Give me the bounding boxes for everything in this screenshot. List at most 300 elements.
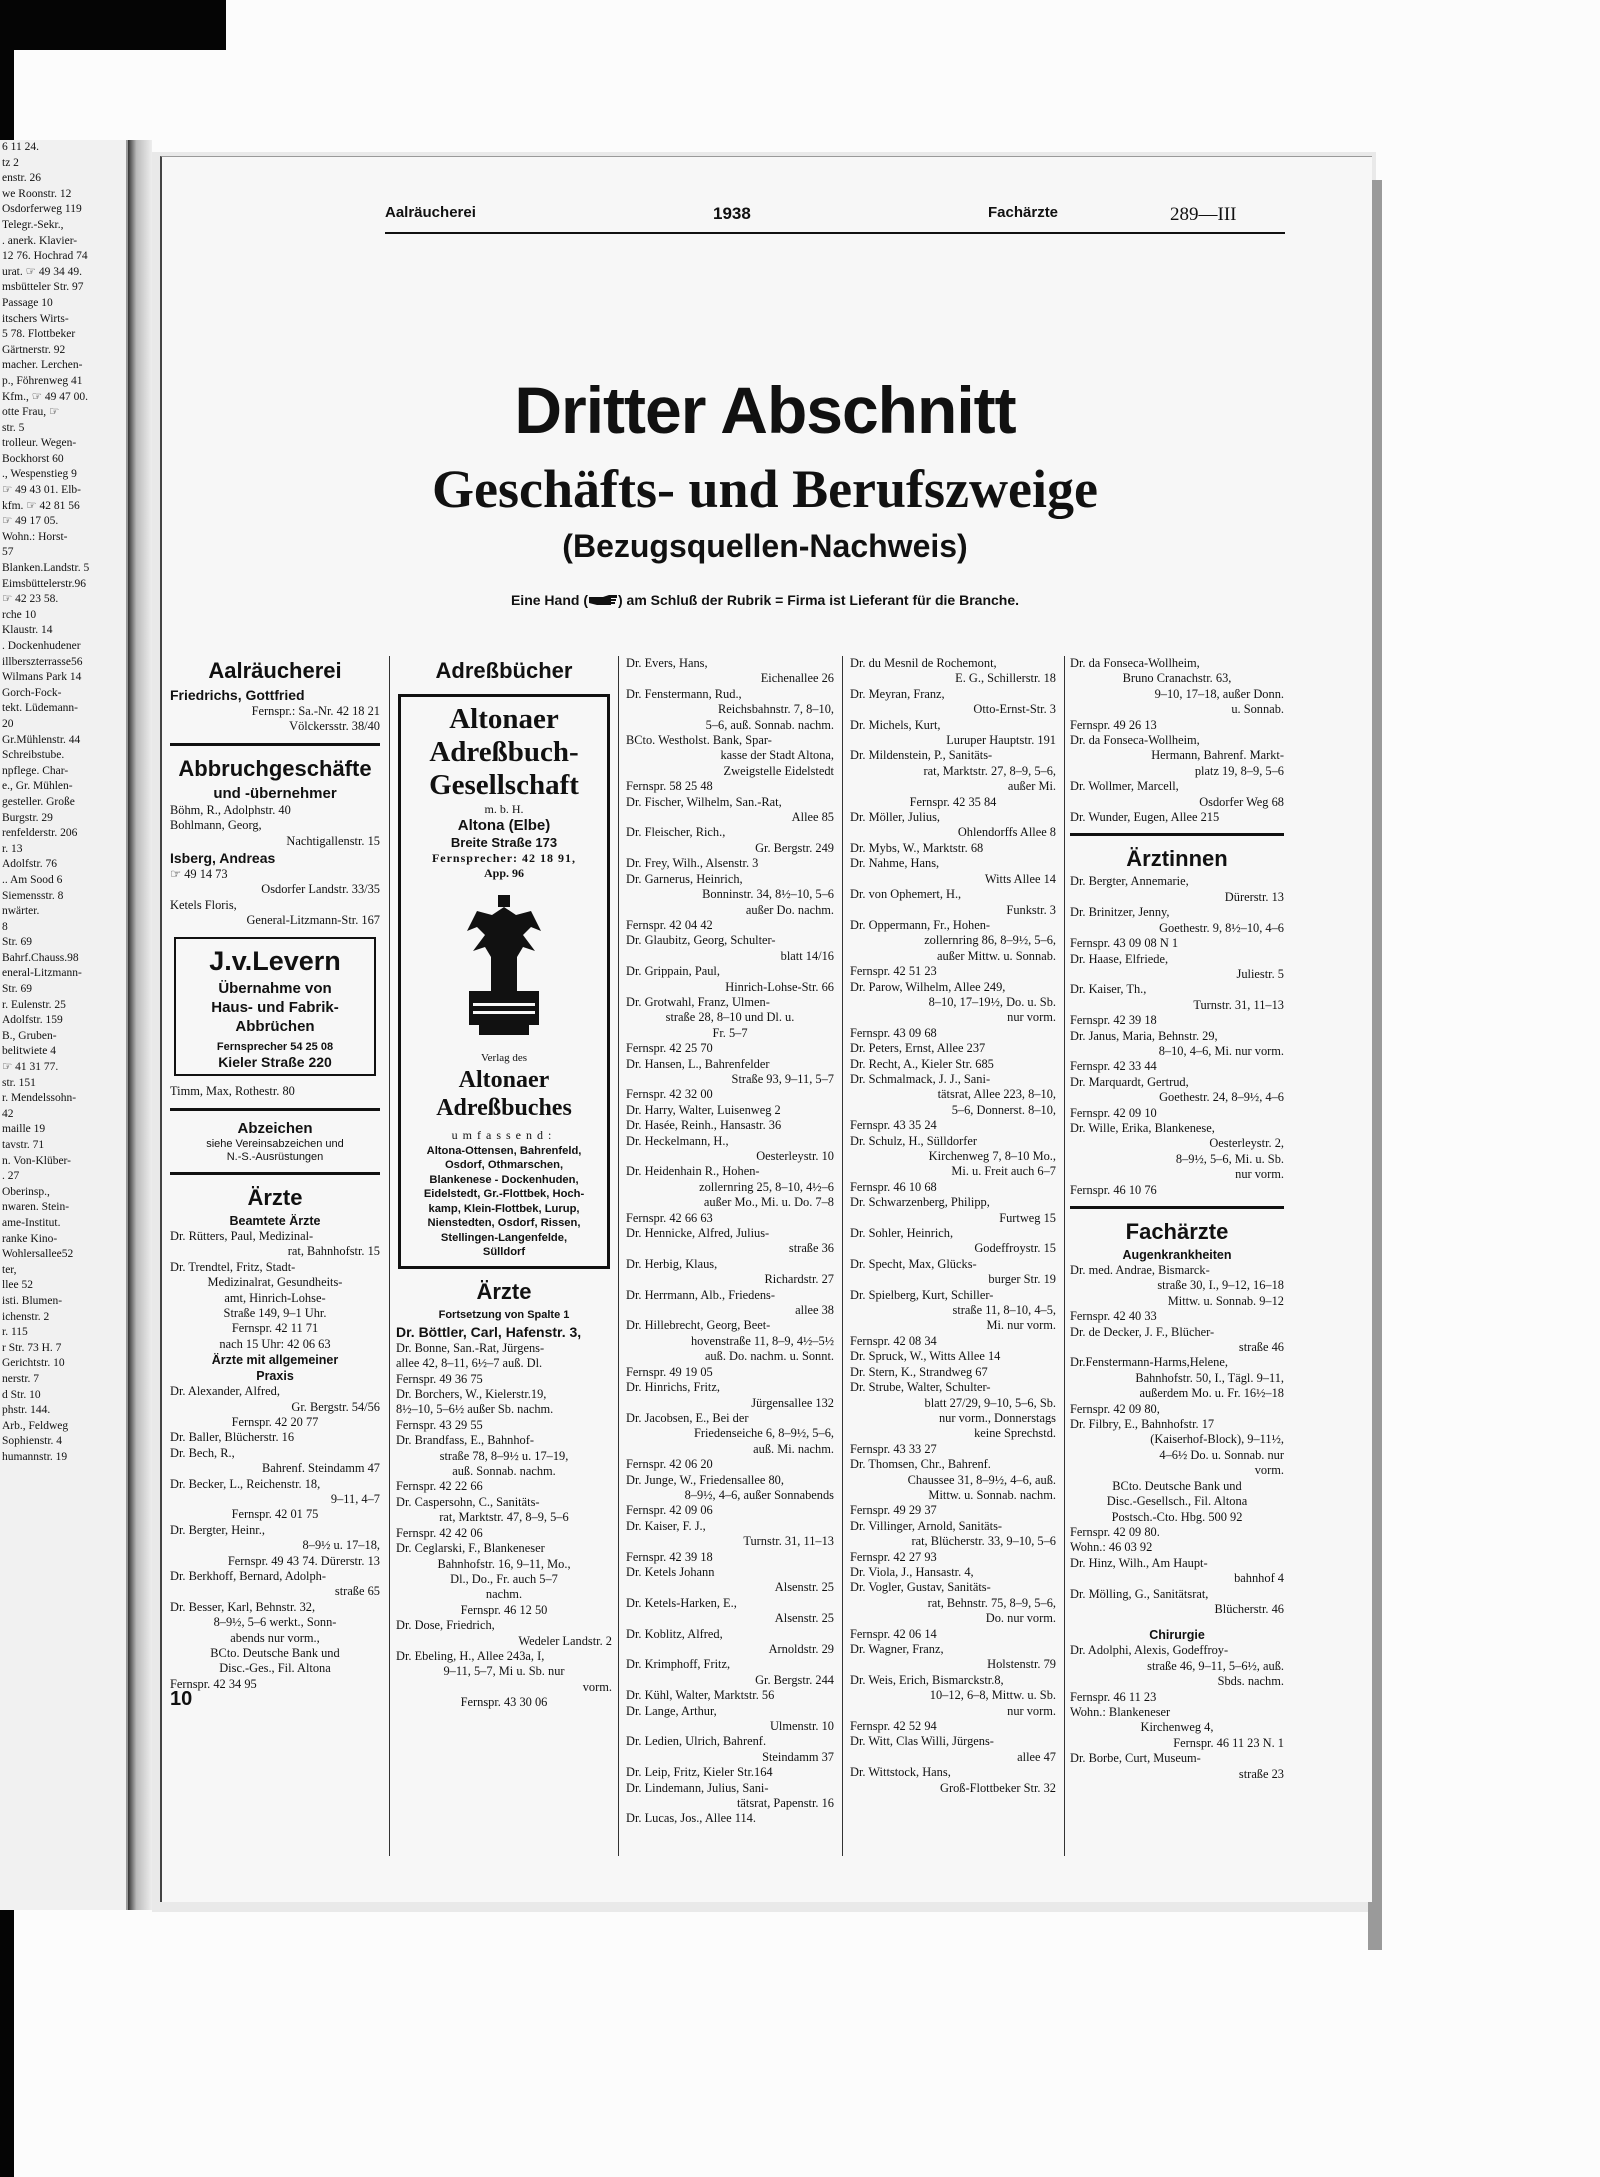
list-entry: nur vorm. bbox=[1007, 1703, 1056, 1718]
list-entry: straße 46 bbox=[1238, 1340, 1284, 1355]
divider bbox=[170, 1108, 380, 1111]
previous-page-line: 12 76. Hochrad 74 bbox=[2, 250, 88, 263]
advert-verlag: Verlag des bbox=[480, 1052, 528, 1065]
previous-page-line: trolleur. Wegen- bbox=[2, 437, 77, 450]
list-entry: Dr. Hansen, L., Bahrenfelder bbox=[626, 1056, 770, 1071]
list-entry: Blücherstr. 46 bbox=[1214, 1601, 1284, 1616]
previous-page-line: eneral-Litzmann- bbox=[2, 967, 82, 980]
list-entry: Fernspr. 42 25 70 bbox=[626, 1041, 713, 1056]
list-entry: Fernspr. 49 43 74. Dürerstr. 13 bbox=[227, 1553, 380, 1568]
list-entry: Fernspr. 43 33 27 bbox=[850, 1441, 937, 1456]
list-entry: Fernspr. 43 35 24 bbox=[850, 1118, 937, 1133]
list-entry: allee 38 bbox=[795, 1303, 834, 1318]
list-entry: 9–11, 5–7, Mi u. Sb. nur bbox=[443, 1664, 565, 1679]
previous-page-line: Arb., Feldweg bbox=[2, 1419, 69, 1432]
list-entry: Fernspr. 58 25 48 bbox=[626, 779, 713, 794]
list-entry: Fernspr. 43 30 06 bbox=[460, 1695, 548, 1710]
legend-note-start: Eine Hand ( bbox=[510, 592, 588, 608]
list-entry: Dr. Wittstock, Hans, bbox=[850, 1765, 951, 1780]
list-entry: Dr. Becker, L., Reichenstr. 18, bbox=[170, 1476, 321, 1491]
list-entry: allee 42, 8–11, 6½–7 auß. Dl. bbox=[396, 1356, 543, 1371]
list-entry: Dr. Herbig, Klaus, bbox=[626, 1256, 718, 1271]
section-title: Dritter Abschnitt bbox=[514, 373, 1016, 447]
list-entry: Holstenstr. 79 bbox=[987, 1657, 1056, 1672]
column-1 bbox=[170, 656, 380, 1711]
previous-page-line: ter, bbox=[2, 1263, 17, 1276]
previous-page-line: B., Gruben- bbox=[2, 1029, 57, 1042]
list-entry: Mittw. u. Sonnab. 9–12 bbox=[1167, 1293, 1284, 1308]
list-entry: nur vorm., Donnerstags bbox=[938, 1410, 1056, 1425]
list-entry: Fernspr. 42 40 33 bbox=[1070, 1309, 1157, 1324]
list-entry: Kirchenweg 7, 8–10 Mo., bbox=[928, 1149, 1056, 1163]
list-entry: Dr. Lindemann, Julius, Sani- bbox=[626, 1780, 769, 1795]
list-entry: Dr. Wollmer, Marcell, bbox=[1070, 779, 1179, 794]
list-entry: Chaussee 31, 8–9½, 4–6, auß. bbox=[907, 1472, 1056, 1487]
previous-page-line: Eimsbüttelerstr.96 bbox=[2, 577, 87, 590]
heading-aerztinnen: Ärztinnen bbox=[1126, 846, 1228, 872]
previous-page-line: isti. Blumen- bbox=[2, 1294, 63, 1307]
list-entry: vorm. bbox=[582, 1679, 612, 1694]
advert-name-line2: Adreßbuch- bbox=[429, 736, 579, 768]
list-entry: Dr. Meyran, Franz, bbox=[850, 686, 945, 701]
running-head-year: 1938 bbox=[713, 204, 751, 223]
list-entry: kasse der Stadt Altona, bbox=[720, 748, 834, 763]
list-entry: Dr. Parow, Wilhelm, Allee 249, bbox=[850, 979, 1006, 994]
previous-page-line: Gerichtstr. 10 bbox=[2, 1357, 65, 1370]
scan-border-top bbox=[0, 0, 226, 50]
list-entry: Nachtigallenstr. 15 bbox=[286, 833, 380, 848]
list-entry: Fernspr. 42 39 18 bbox=[626, 1549, 713, 1564]
list-entry: Arnoldstr. 29 bbox=[768, 1642, 834, 1656]
pointing-hand-icon bbox=[588, 593, 618, 609]
abzeichen-note-2: N.-S.-Ausrüstungen bbox=[226, 1150, 324, 1163]
list-entry: allee 47 bbox=[1017, 1749, 1056, 1764]
list-allgemeine-praxis bbox=[170, 1384, 380, 1692]
list-entry: Fernspr. 42 66 63 bbox=[626, 1210, 713, 1225]
previous-page-lines bbox=[0, 140, 126, 1465]
previous-page-fragment bbox=[0, 140, 128, 1910]
list-entry: Dr. Nahme, Hans, bbox=[850, 856, 940, 871]
entry-timm: Timm, Max, Rothestr. 80 bbox=[170, 1084, 295, 1099]
list-entry: Mi. nur vorm. bbox=[986, 1318, 1056, 1333]
list-entry: Reichsbahnstr. 7, 8–10, bbox=[718, 702, 834, 717]
previous-page-line: rche 10 bbox=[2, 608, 37, 621]
list-entry: 9–10, 17–18, außer Donn. bbox=[1154, 686, 1284, 701]
list-entry: Fernspr. 46 11 23 N. 1 bbox=[1173, 1735, 1284, 1750]
list-entry: straße 30, I., 9–12, 16–18 bbox=[1157, 1278, 1284, 1293]
list-entry: Dr. Fenstermann, Rud., bbox=[626, 686, 742, 701]
list-entry: Dr. Mybs, W., Marktstr. 68 bbox=[850, 840, 984, 855]
previous-page-line: npflege. Char- bbox=[2, 764, 69, 777]
list-entry: Fernspr. 42 04 42 bbox=[626, 917, 713, 932]
list-entry: Hinrich-Lohse-Str. 66 bbox=[725, 979, 834, 994]
previous-page-line: Bahrf.Chauss.98 bbox=[2, 951, 79, 964]
list-entry: BCto. Westholst. Bank, Spar- bbox=[626, 733, 772, 748]
list-entry: Bahrenf. Steindamm 47 bbox=[261, 1461, 380, 1476]
previous-page-line: Wohlersallee52 bbox=[2, 1248, 74, 1261]
list-entry: Sbds. nachm. bbox=[1217, 1674, 1284, 1689]
section-subtitle: Geschäfts- und Berufszweige bbox=[432, 459, 1098, 519]
list-entry: Dr. Mildenstein, P., Sanitäts- bbox=[850, 748, 993, 763]
column-rule-3 bbox=[842, 656, 843, 1856]
heading-augenkrankheiten: Augenkrankheiten bbox=[1122, 1248, 1232, 1262]
previous-page-line: Wilmans Park 14 bbox=[2, 671, 82, 684]
list-entry: Dr. Lange, Arthur, bbox=[626, 1703, 717, 1718]
list-entry: Alsenstr. 25 bbox=[774, 1580, 834, 1595]
list-entry: Dr. Stern, K., Strandweg 67 bbox=[850, 1364, 988, 1379]
list-entry: Dr. Sohler, Heinrich, bbox=[850, 1226, 954, 1241]
list-entry: Dr. Harry, Walter, Luisenweg 2 bbox=[626, 1102, 781, 1117]
list-entry: nur vorm. bbox=[1007, 1010, 1056, 1025]
list-entry: Dr. Heckelmann, H., bbox=[626, 1133, 729, 1148]
list-entry: blatt 27/29, 9–10, 5–6, Sb. bbox=[924, 1395, 1056, 1410]
list-entry: Wohn.: 46 03 92 bbox=[1070, 1540, 1153, 1555]
list-entry: amt, Hinrich-Lohse- bbox=[224, 1290, 326, 1305]
list-entry: Bonninstr. 34, 8½–10, 5–6 bbox=[702, 887, 834, 902]
list-entry: Gr. Bergstr. 54/56 bbox=[291, 1399, 380, 1414]
list-entry: Fernspr. 42 09 80, bbox=[1070, 1401, 1160, 1416]
list-entry: Gr. Bergstr. 244 bbox=[755, 1672, 834, 1687]
list-entry: Fernspr. 46 10 76 bbox=[1070, 1182, 1157, 1197]
list-entry: Fernspr. 42 06 20 bbox=[626, 1457, 713, 1472]
previous-page-line: gesteller. Große bbox=[2, 795, 75, 808]
list-entry: Dr. Kühl, Walter, Marktstr. 56 bbox=[626, 1688, 775, 1703]
previous-page-line: illberszterrasse56 bbox=[2, 655, 83, 668]
list-entry: 8–9½, 5–6, Mi. u. Sb. bbox=[1175, 1151, 1284, 1166]
previous-page-line: Sophienstr. 4 bbox=[2, 1435, 63, 1448]
previous-page-line: Blanken.Landstr. 5 bbox=[2, 562, 90, 575]
list-entry: Dürerstr. 13 bbox=[1224, 889, 1284, 904]
list-entry: Fernspr. 49 19 05 bbox=[626, 1364, 713, 1379]
list-entry: Dr. Michels, Kurt, bbox=[850, 717, 941, 732]
advert-verlag-name-2: Adreßbuches bbox=[436, 1095, 572, 1122]
list-entry: Osdorfer Landstr. 33/35 bbox=[261, 882, 380, 897]
list-entry: Fernspr. 42 52 94 bbox=[850, 1719, 937, 1734]
list-entry: Dr. Schwarzenberg, Philipp, bbox=[850, 1195, 990, 1210]
list-entry: Mittw. u. Sonnab. nachm. bbox=[928, 1487, 1056, 1502]
previous-page-line: Kfm., ☞ 49 47 00. bbox=[2, 390, 89, 403]
list-entry: zollernring 25, 8–10, 4½–6 bbox=[699, 1179, 834, 1194]
list-entry: Oesterleystr. 10 bbox=[756, 1149, 834, 1163]
list-entry: Dr. Filbry, E., Bahnhofstr. 17 bbox=[1070, 1417, 1215, 1432]
list-entry: straße 78, 8–9½ u. 17–19, bbox=[439, 1448, 569, 1463]
list-entry: blatt 14/16 bbox=[780, 948, 834, 963]
list-entry: (Kaiserhof-Block), 9–11½, bbox=[1150, 1432, 1284, 1447]
place-name: Sülldorf bbox=[482, 1246, 526, 1259]
heading-aerzte-2: Ärzte bbox=[476, 1278, 532, 1304]
list-entry: Dr. da Fonseca-Wollheim, bbox=[1070, 733, 1200, 748]
list-entry: Dr. Villinger, Arnold, Sanitäts- bbox=[850, 1518, 1003, 1533]
list-entry: Dr. Alexander, Alfred, bbox=[170, 1384, 280, 1399]
list-entry: Osdorfer Weg 68 bbox=[1199, 794, 1284, 809]
list-entry: Dr. Ledien, Ulrich, Bahrenf. bbox=[626, 1734, 767, 1749]
previous-page-line: Telegr.-Sekr., bbox=[2, 218, 64, 231]
legend-note-end: ) am Schluß der Rubrik = Firma ist Lieferant für die Branche. bbox=[617, 592, 1020, 608]
list-entry: nachm. bbox=[485, 1587, 523, 1602]
previous-page-line: Burgstr. 29 bbox=[2, 811, 53, 824]
list-entry: Dr. Viola, J., Hansastr. 4, bbox=[850, 1564, 974, 1579]
previous-page-line: llee 52 bbox=[2, 1279, 33, 1292]
list-entry: 8–9½ u. 17–18, bbox=[302, 1538, 380, 1553]
list-entry: Kirchenweg 4, bbox=[1140, 1720, 1214, 1735]
list-entry: außer Mi. bbox=[1007, 779, 1056, 794]
advert-levern-line2: Haus- und Fabrik- bbox=[211, 998, 339, 1016]
list-aerzte-continued bbox=[396, 1323, 612, 1711]
list-entry: Dr. Bonne, San.-Rat, Jürgens- bbox=[396, 1340, 545, 1355]
previous-page-line: macher. Lerchen- bbox=[2, 359, 83, 372]
list-entry: Dr. Haase, Elfriede, bbox=[1070, 951, 1169, 966]
list-entry: rat, Marktstr. 27, 8–9, 5–6, bbox=[923, 763, 1056, 778]
list-entry: Friedrichs, Gottfried bbox=[170, 687, 305, 703]
list-entry: Otto-Ernst-Str. 3 bbox=[973, 702, 1056, 717]
list-entry: Völckersstr. 38/40 bbox=[289, 719, 380, 734]
list-entry: zollernring 86, 8–9½, 5–6, bbox=[924, 933, 1056, 948]
previous-page-line: Str. 69 bbox=[2, 983, 33, 996]
previous-page-line: Bockhorst 60 bbox=[2, 452, 64, 465]
list-entry: Turnstr. 31, 11–13 bbox=[1193, 997, 1284, 1012]
list-entry: Fernspr. 42 42 06 bbox=[396, 1525, 483, 1540]
previous-page-line: renfelderstr. 206 bbox=[2, 827, 78, 840]
list-entry: Fernspr. 46 10 68 bbox=[850, 1179, 937, 1194]
list-entry: Fernspr. 42 35 84 bbox=[909, 794, 997, 809]
previous-page-line: r. 115 bbox=[2, 1326, 28, 1339]
list-entry: tätsrat, Papenstr. 16 bbox=[736, 1796, 834, 1811]
list-entry: Dr. Junge, W., Friedensallee 80, bbox=[626, 1472, 784, 1487]
list-entry: tätsrat, Allee 223, 8–10, bbox=[937, 1087, 1056, 1102]
list-entry: nur vorm. bbox=[1235, 1167, 1284, 1182]
heading-abbruch-2: und -übernehmer bbox=[213, 784, 337, 802]
list-entry: Dr. Specht, Max, Glücks- bbox=[850, 1256, 977, 1271]
list-entry: straße 11, 8–10, 4–5, bbox=[952, 1303, 1056, 1318]
list-entry: Fernspr.: Sa.-Nr. 42 18 21 bbox=[251, 704, 380, 718]
list-entry: Dr. Mölling, G., Sanitätsrat, bbox=[1070, 1586, 1209, 1601]
list-entry: straße 28, 8–10 und Dl. u. bbox=[665, 1010, 795, 1025]
list-entry: 5–6, auß. Sonnab. nachm. bbox=[705, 717, 834, 732]
list-entry: Dr. Brandfass, E., Bahnhof- bbox=[396, 1433, 534, 1448]
list-entry: Fernspr. 46 12 50 bbox=[460, 1602, 548, 1617]
section-subtitle-2: (Bezugsquellen-Nachweis) bbox=[562, 528, 968, 564]
list-entry: Dr. Marquardt, Gertrud, bbox=[1070, 1074, 1189, 1089]
previous-page-line: r Str. 73 H. 7 bbox=[2, 1341, 62, 1354]
list-entry: 8–9½, 5–6 werkt., Sonn- bbox=[213, 1615, 337, 1630]
list-entry: Dr. Evers, Hans, bbox=[626, 656, 708, 670]
list-entry: Friedenseiche 6, 8–9½, 5–6, bbox=[693, 1426, 834, 1441]
list-entry: Fernspr. 43 09 08 N 1 bbox=[1070, 936, 1179, 951]
advert-levern-address: Kieler Straße 220 bbox=[218, 1054, 332, 1071]
list-entry: auß. Mi. nachm. bbox=[753, 1441, 834, 1456]
list-entry: Dr. Besser, Karl, Behnstr. 32, bbox=[170, 1599, 316, 1614]
running-head bbox=[220, 204, 1288, 248]
list-entry: Oesterleystr. 2, bbox=[1209, 1136, 1284, 1151]
place-name: Osdorf, Othmarschen, bbox=[444, 1159, 564, 1172]
advert-levern-name: J.v.Levern bbox=[209, 945, 341, 976]
list-entry: Dr. Adolphi, Alexis, Godeffroy- bbox=[1070, 1643, 1229, 1658]
list-entry: Turnstr. 31, 11–13 bbox=[743, 1534, 834, 1549]
divider bbox=[1070, 833, 1284, 836]
previous-page-line: 8 bbox=[2, 920, 8, 933]
list-entry: Dr. Spruck, W., Witts Allee 14 bbox=[850, 1349, 1001, 1364]
list-beamtete-aerzte bbox=[170, 1229, 380, 1352]
list-entry: Dr. Ebeling, H., Allee 243a, I, bbox=[396, 1648, 545, 1663]
divider bbox=[1070, 1206, 1284, 1209]
list-entry: ☞ 49 14 73 bbox=[170, 867, 228, 882]
column-2 bbox=[396, 656, 612, 1711]
list-entry: 8–10, 4–6, Mi. nur vorm. bbox=[1158, 1043, 1284, 1058]
legend-note bbox=[160, 592, 1370, 609]
list-entry: 10–12, 6–8, Mittw. u. Sb. bbox=[929, 1688, 1056, 1703]
list-entry: Böhm, R., Adolphstr. 40 bbox=[170, 802, 291, 817]
place-name: Blankenese - Dockenhuden, bbox=[429, 1173, 579, 1186]
signature-number: 10 bbox=[170, 1688, 193, 1711]
previous-page-line: Schreibstube. bbox=[2, 749, 65, 762]
list-entry: Juliestr. 5 bbox=[1236, 966, 1284, 981]
list-aalraeucherei bbox=[170, 686, 380, 735]
list-entry: Wohn.: Blankeneser bbox=[1070, 1704, 1171, 1719]
place-name: Eidelstedt, Gr.-Flottbek, Hoch- bbox=[423, 1188, 585, 1201]
list-entry: Goethestr. 24, 8–9½, 4–6 bbox=[1159, 1090, 1284, 1105]
list-entry: Mi. u. Freit auch 6–7 bbox=[951, 1164, 1056, 1179]
heading-aalraeucherei: Aalräucherei bbox=[208, 658, 342, 683]
heading-abbruch: Abbruchgeschäfte bbox=[178, 755, 372, 781]
list-entry: Dr. Trendtel, Fritz, Stadt- bbox=[170, 1259, 296, 1274]
previous-page-line: ☞ 49 17 05. bbox=[2, 515, 59, 528]
previous-page-line: we Roonstr. 12 bbox=[2, 187, 72, 200]
advert-levern-line3: Abbrüchen bbox=[235, 1017, 315, 1035]
list-entry: vorm. bbox=[1254, 1463, 1284, 1478]
list-entry: Fernspr. 42 22 66 bbox=[396, 1479, 483, 1494]
list-entry: Fernspr. 42 39 18 bbox=[1070, 1013, 1157, 1028]
column-3 bbox=[626, 656, 834, 1827]
list-entry: straße 46, 9–11, 5–6½, auß. bbox=[1147, 1658, 1284, 1673]
list-entry: Dr. Hillebrecht, Georg, Beet- bbox=[626, 1318, 771, 1333]
list-entry: Eichenallee 26 bbox=[760, 671, 834, 686]
page-number: 289—III bbox=[1170, 204, 1237, 225]
list-entry: Dr. Krimphoff, Fritz, bbox=[626, 1657, 731, 1672]
list-entry: Fernspr. 42 09 06 bbox=[626, 1503, 713, 1518]
previous-page-line: r. Mendelssohn- bbox=[2, 1092, 77, 1105]
list-entry: Dr. Grippain, Paul, bbox=[626, 964, 720, 979]
list-abbruch bbox=[170, 803, 380, 929]
previous-page-line: ., Wespenstieg 9 bbox=[2, 468, 77, 481]
previous-page-line: r. 13 bbox=[2, 842, 23, 855]
advert-name-line3: Gesellschaft bbox=[429, 769, 579, 801]
list-entry: Do. nur vorm. bbox=[985, 1611, 1056, 1626]
list-entry: Dr. Ketels-Harken, E., bbox=[626, 1595, 737, 1610]
heading-allgemeine-praxis: Ärzte mit allgemeiner bbox=[211, 1353, 339, 1368]
list-entry: Dr. med. Andrae, Bismarck- bbox=[1070, 1263, 1210, 1277]
list-entry: Bohlmann, Georg, bbox=[170, 818, 262, 833]
list-entry: Dr.Fenstermann-Harms,Helene, bbox=[1070, 1355, 1228, 1370]
previous-page-line: r. Eulenstr. 25 bbox=[2, 998, 66, 1011]
list-entry: Dr. Strube, Walter, Schulter- bbox=[850, 1380, 991, 1395]
list-entry: 8–10, 17–19½, Do. u. Sb. bbox=[928, 994, 1056, 1009]
list-entry: Dr. Bergter, Heinr., bbox=[170, 1522, 265, 1537]
list-entry: Dr. Baller, Blücherstr. 16 bbox=[170, 1430, 295, 1445]
previous-page-line: ichenstr. 2 bbox=[2, 1310, 50, 1323]
column-rule-2 bbox=[618, 656, 619, 1856]
column-5 bbox=[1070, 656, 1284, 1782]
list-entry: Dr. Leip, Fritz, Kieler Str.164 bbox=[626, 1765, 773, 1780]
list-entry: Dl., Do., Fr. auch 5–7 bbox=[450, 1571, 558, 1586]
list-entry: Isberg, Andreas bbox=[170, 850, 276, 867]
list-entry: Fernspr. 42 06 14 bbox=[850, 1626, 937, 1641]
previous-page-line: Klaustr. 14 bbox=[2, 624, 53, 637]
advert-levern-line1: Übernahme von bbox=[218, 979, 332, 997]
previous-page-line: . anerk. Klavier- bbox=[2, 234, 78, 247]
list-entry: Fernspr. 42 20 77 bbox=[231, 1414, 319, 1429]
column-rule-1 bbox=[389, 656, 390, 1856]
list-entry: E. G., Schillerstr. 18 bbox=[955, 671, 1056, 686]
list-entry: Postsch.-Cto. Hbg. 500 92 bbox=[1111, 1509, 1243, 1524]
list-entry: Dr. Kaiser, F. J., bbox=[626, 1518, 706, 1533]
list-entry: Fernspr. 42 09 80. bbox=[1070, 1524, 1160, 1539]
list-entry: Fernspr. 42 01 75 bbox=[231, 1507, 319, 1522]
heading-adressbuecher: Adreßbücher bbox=[435, 658, 573, 683]
previous-page-line: Gr.Mühlenstr. 44 bbox=[2, 733, 81, 746]
list-entry: straße 36 bbox=[788, 1241, 834, 1256]
list-entry: außerdem Mo. u. Fr. 16½–18 bbox=[1139, 1386, 1284, 1401]
heading-abzeichen: Abzeichen bbox=[237, 1119, 313, 1137]
list-entry: Dr. Berkhoff, Bernard, Adolph- bbox=[170, 1569, 327, 1583]
list-entry: Dr. Hasée, Reinh., Hansastr. 36 bbox=[626, 1118, 782, 1133]
previous-page-line: Gorch-Fock- bbox=[2, 686, 62, 699]
list-entry: Dr. Grotwahl, Franz, Ulmen- bbox=[626, 994, 770, 1009]
list-entry: Furtweg 15 bbox=[999, 1210, 1056, 1225]
list-entry: Jürgensallee 132 bbox=[751, 1395, 834, 1410]
list-entry: Ketels Floris, bbox=[170, 897, 237, 912]
list-entry: Dr. Dose, Friedrich, bbox=[396, 1618, 495, 1633]
previous-page-line: itschers Wirts- bbox=[2, 312, 69, 325]
list-entry: Witts Allee 14 bbox=[984, 871, 1056, 886]
list-entry: Dr. Ceglarski, F., Blankeneser bbox=[396, 1541, 545, 1556]
previous-page-line: .. Am Sood 6 bbox=[2, 873, 63, 886]
list-entry: Dr. du Mesnil de Rochemont, bbox=[850, 656, 997, 670]
previous-page-line: . 27 bbox=[2, 1170, 20, 1183]
list-aerzte-e-l bbox=[626, 656, 834, 1827]
list-entry: Fernspr. 42 51 23 bbox=[850, 964, 937, 979]
continuation-note: Fortsetzung von Spalte 1 bbox=[438, 1308, 570, 1321]
advert-mbh: m. b. H. bbox=[484, 802, 524, 816]
list-entry: Fernspr. 42 33 44 bbox=[1070, 1059, 1157, 1074]
list-entry: Dr. Hinz, Wilh., Am Haupt- bbox=[1070, 1555, 1208, 1570]
list-entry: Dr. Koblitz, Alfred, bbox=[626, 1626, 723, 1641]
list-entry: Dr. Schulz, H., Sülldorfer bbox=[850, 1133, 977, 1148]
previous-page-line: Str. 69 bbox=[2, 936, 33, 949]
list-entry: Luruper Hauptstr. 191 bbox=[946, 733, 1056, 748]
list-entry: Dr. Lucas, Jos., Allee 114. bbox=[626, 1811, 756, 1826]
advert-app: App. 96 bbox=[483, 866, 524, 880]
list-entry: Fernspr. 42 09 10 bbox=[1070, 1105, 1157, 1120]
list-entry: Dr. Böttler, Carl, Hafenstr. 3, bbox=[396, 1323, 582, 1340]
list-entry: Fernspr. 42 11 71 bbox=[231, 1321, 319, 1336]
divider bbox=[170, 743, 380, 746]
list-entry: rat, Bahnhofstr. 15 bbox=[287, 1244, 380, 1259]
previous-page-line: belitwiete 4 bbox=[2, 1045, 56, 1058]
list-entry: Dr. Wagner, Franz, bbox=[850, 1642, 944, 1656]
list-entry: Fernspr. 43 09 68 bbox=[850, 1025, 937, 1040]
previous-page-line: str. 5 bbox=[2, 421, 25, 434]
previous-page-line: nerstr. 7 bbox=[2, 1372, 40, 1385]
running-head-left: Aalräucherei bbox=[385, 204, 476, 221]
list-entry: rat, Marktstr. 47, 8–9, 5–6 bbox=[439, 1510, 569, 1525]
list-entry: Fr. 5–7 bbox=[712, 1025, 748, 1040]
previous-page-line: Gärtnerstr. 92 bbox=[2, 343, 66, 356]
list-entry: Dr. Peters, Ernst, Allee 237 bbox=[850, 1041, 986, 1056]
list-entry: Dr. Weis, Erich, Bismarckstr.8, bbox=[850, 1672, 1004, 1687]
list-entry: Dr. Glaubitz, Georg, Schulter- bbox=[626, 933, 776, 948]
book-gutter bbox=[128, 140, 152, 1910]
list-entry: platz 19, 8–9, 5–6 bbox=[1194, 763, 1284, 778]
